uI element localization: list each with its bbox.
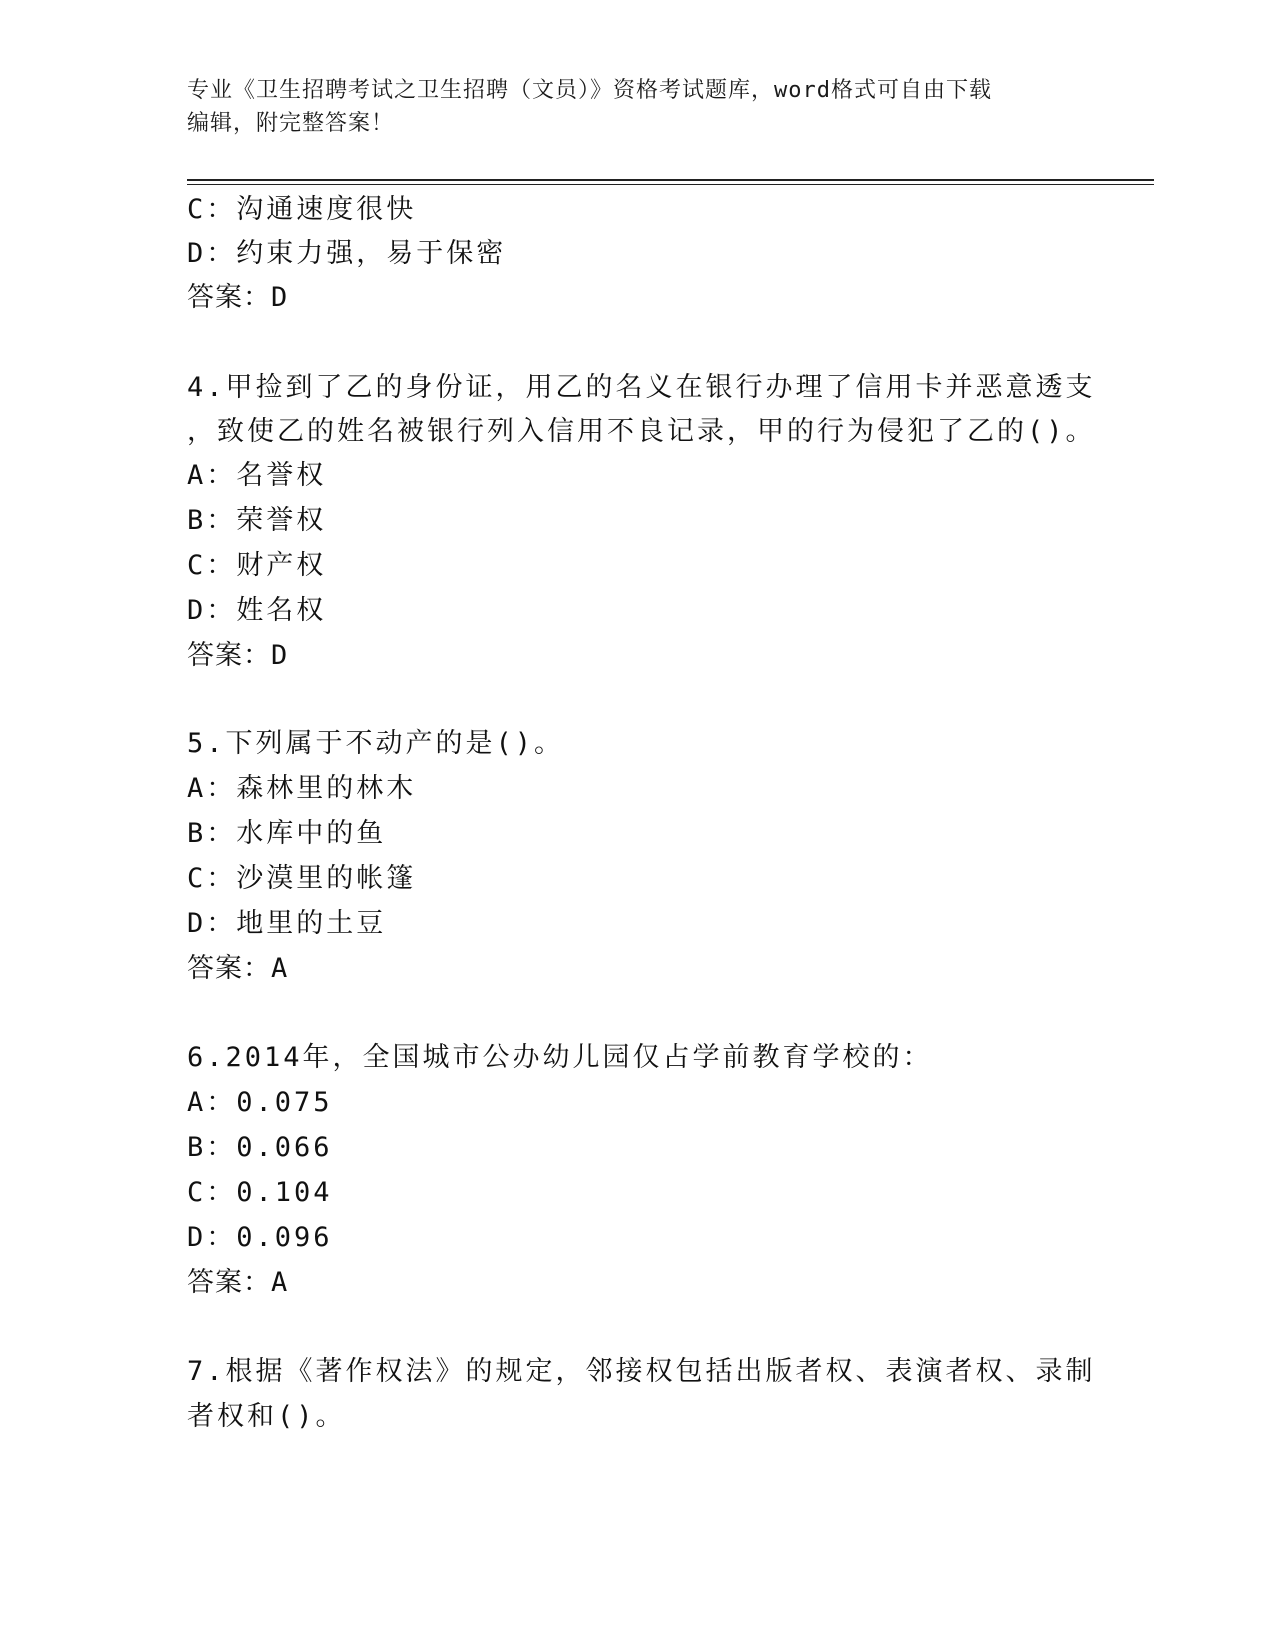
document-header (187, 74, 1087, 140)
q4-stem-line-1: 4.甲捡到了乙的身份证，用乙的名义在银行办理了信用卡并恶意透支 (187, 372, 1096, 403)
q5-answer: 答案：A (187, 953, 289, 984)
q6-option-c: C：0.104 (187, 1177, 333, 1208)
q4-option-a: A：名誉权 (187, 460, 327, 491)
q6-option-a: A：0.075 (187, 1087, 333, 1118)
q5-option-a: A：森林里的林木 (187, 773, 417, 804)
q4-stem-line-2: ，致使乙的姓名被银行列入信用不良记录，甲的行为侵犯了乙的()。 (187, 416, 1096, 447)
q4-answer: 答案：D (187, 640, 289, 671)
q4-option-b: B：荣誉权 (187, 505, 327, 536)
q4-option-d: D：姓名权 (187, 595, 327, 626)
q3-answer: 答案：D (187, 282, 289, 313)
q6-stem: 6.2014年，全国城市公办幼儿园仅占学前教育学校的： (187, 1042, 933, 1073)
q5-stem: 5.下列属于不动产的是()。 (187, 728, 565, 759)
q7-stem-line-1: 7.根据《著作权法》的规定，邻接权包括出版者权、表演者权、录制 (187, 1356, 1096, 1387)
header-divider-thick (187, 179, 1154, 181)
q5-option-d: D：地里的土豆 (187, 908, 387, 939)
header-divider-thin (187, 184, 1154, 185)
header-line-2: 编辑，附完整答案！ (187, 111, 395, 136)
q6-option-b: B：0.066 (187, 1132, 333, 1163)
q4-option-c: C：财产权 (187, 550, 327, 581)
q5-option-b: B：水库中的鱼 (187, 818, 387, 849)
q5-option-c: C：沙漠里的帐篷 (187, 863, 417, 894)
header-line-1: 专业《卫生招聘考试之卫生招聘（文员）》资格考试题库，word格式可自由下载 (187, 78, 992, 103)
q7-stem-line-2: 者权和()。 (187, 1401, 346, 1432)
q3-option-d: D：约束力强，易于保密 (187, 238, 507, 269)
q3-option-c: C：沟通速度很快 (187, 194, 417, 225)
q6-option-d: D：0.096 (187, 1222, 333, 1253)
q6-answer: 答案：A (187, 1267, 289, 1298)
